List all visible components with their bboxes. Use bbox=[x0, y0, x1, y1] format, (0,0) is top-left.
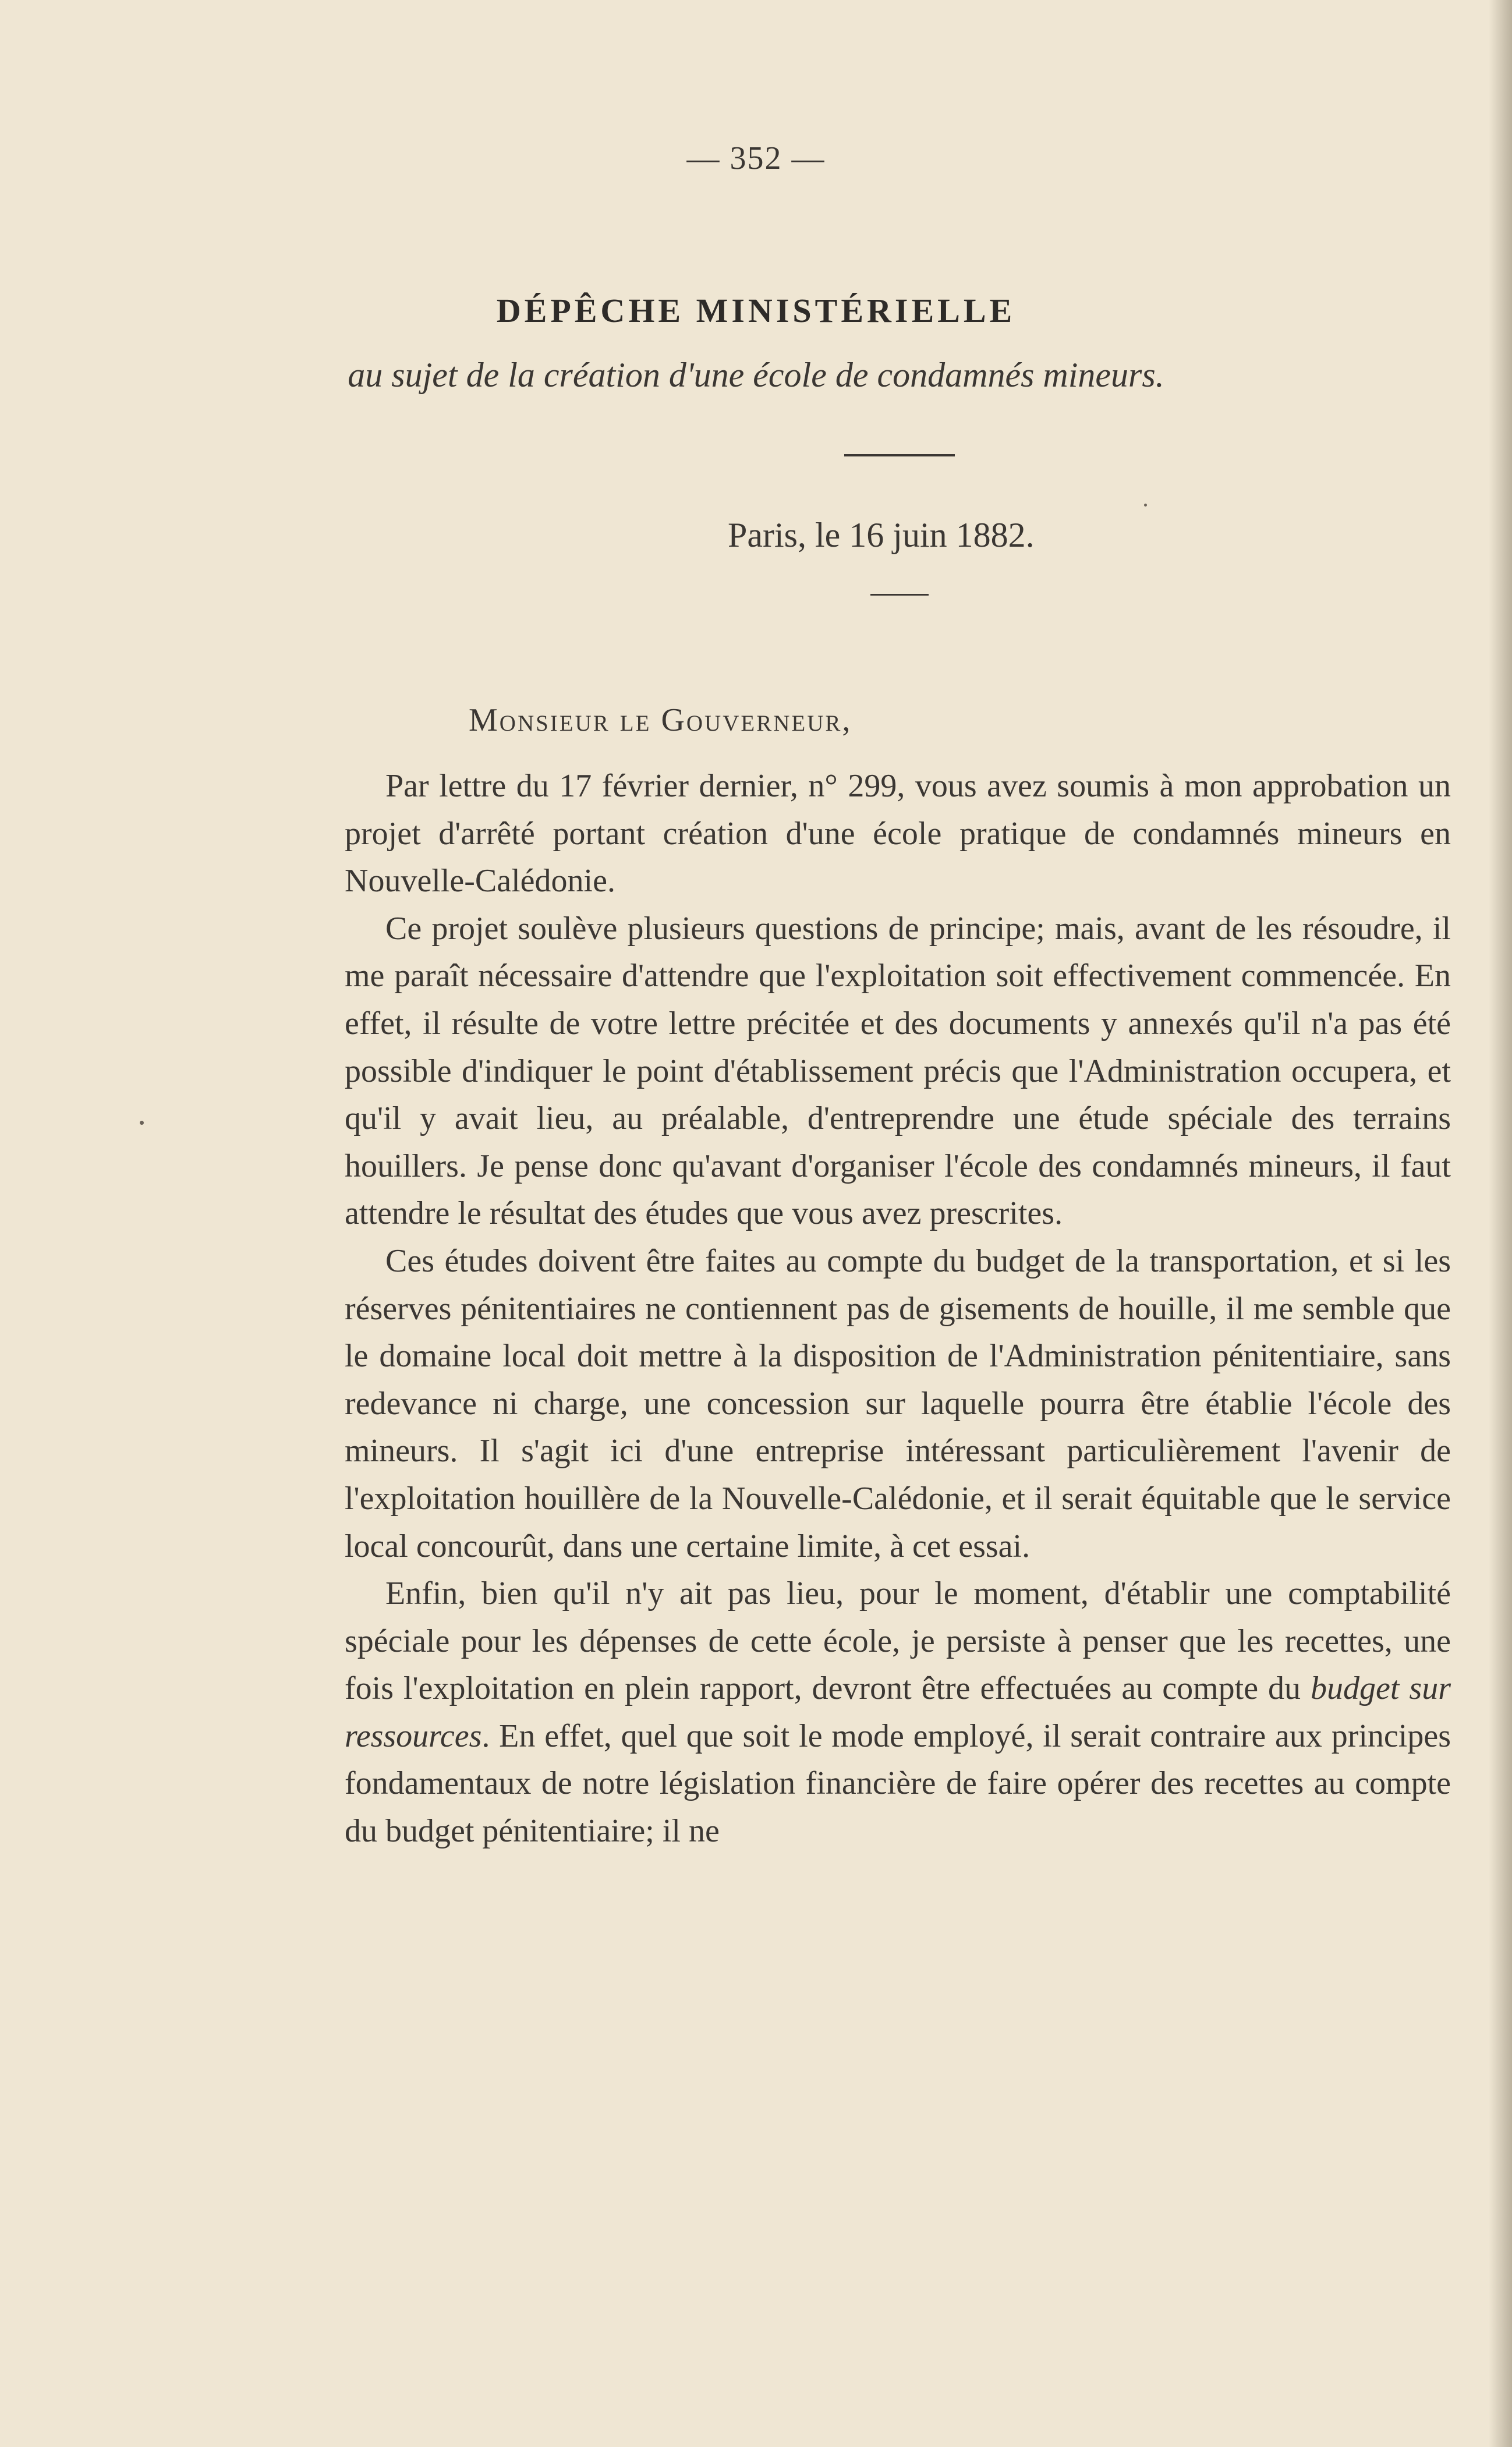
paragraph: Ces études doivent être faites au compte du budget de la transportation, et si les réserves pénitentiaires ne contiennent pas de gisements de houille, il me semble que le domaine local doit mettre à la disposition de l'Administration pénitentiaire, sans redevance ni charge, une concession sur laquelle pourra être établie l'école des mineurs. Il s'agit ici d'une entreprise intéressant particulièrement l'avenir de l'exploitation houillère de la Nouvelle-Calédonie, et il serait équitable que le service local concourût, dans une certaine limite, à cet essai. bbox=[345, 1242, 1451, 1564]
letter-body bbox=[345, 763, 1451, 1855]
paragraph-text: Enfin, bien qu'il n'y ait pas lieu, pour le moment, d'établir une comptabilité spéciale pour les dépenses de cette école, je persiste à penser que les recettes, une fois l'exploitation en plein rapport, devront être effectuées au compte du bbox=[345, 1575, 1451, 1707]
separator-rule-short bbox=[870, 594, 929, 596]
emphasis-text: budget sur ressources bbox=[345, 1670, 1451, 1754]
paragraph: Ce projet soulève plusieurs questions de principe; mais, avant de les résoudre, il me paraît nécessaire d'attendre que l'exploitation soit effectivement commencée. En effet, il résulte de votre lettre précitée et des documents y annexés qu'il n'a pas été possible d'indiquer le point d'établissement précis que l'Administration occupera, et qu'il y avait lieu, au préalable, d'entreprendre une étude spéciale des terrains houillers. Je pense donc qu'avant d'organiser l'école des condamnés mineurs, il faut attendre le résultat des études que vous avez prescrites. bbox=[345, 910, 1451, 1232]
paragraph-last bbox=[345, 1570, 1451, 1855]
separator-rule bbox=[844, 454, 955, 456]
paragraph-text: . En effet, quel que soit le mode employé, il serait contraire aux principes fondamentaux de notre législation financière de faire opérer des recettes au compte du budget pénitentiaire; il ne bbox=[345, 1717, 1451, 1850]
place-date-line: Paris, le 16 juin 1882. bbox=[728, 516, 1035, 554]
document-subtitle: au sujet de la création d'une école de condamnés mineurs. bbox=[348, 356, 1164, 394]
paragraph: Par lettre du 17 février dernier, n° 299, vous avez soumis à mon approbation un projet d'arrêté portant création d'une école pratique de condamnés mineurs en Nouvelle-Calédonie. bbox=[345, 768, 1451, 900]
paper-speck bbox=[1144, 504, 1147, 507]
page-number: — 352 — bbox=[686, 140, 826, 176]
paper-speck bbox=[140, 1121, 144, 1125]
salutation: Monsieur le Gouverneur, bbox=[469, 702, 852, 738]
document-title: DÉPÊCHE MINISTÉRIELLE bbox=[496, 292, 1016, 330]
